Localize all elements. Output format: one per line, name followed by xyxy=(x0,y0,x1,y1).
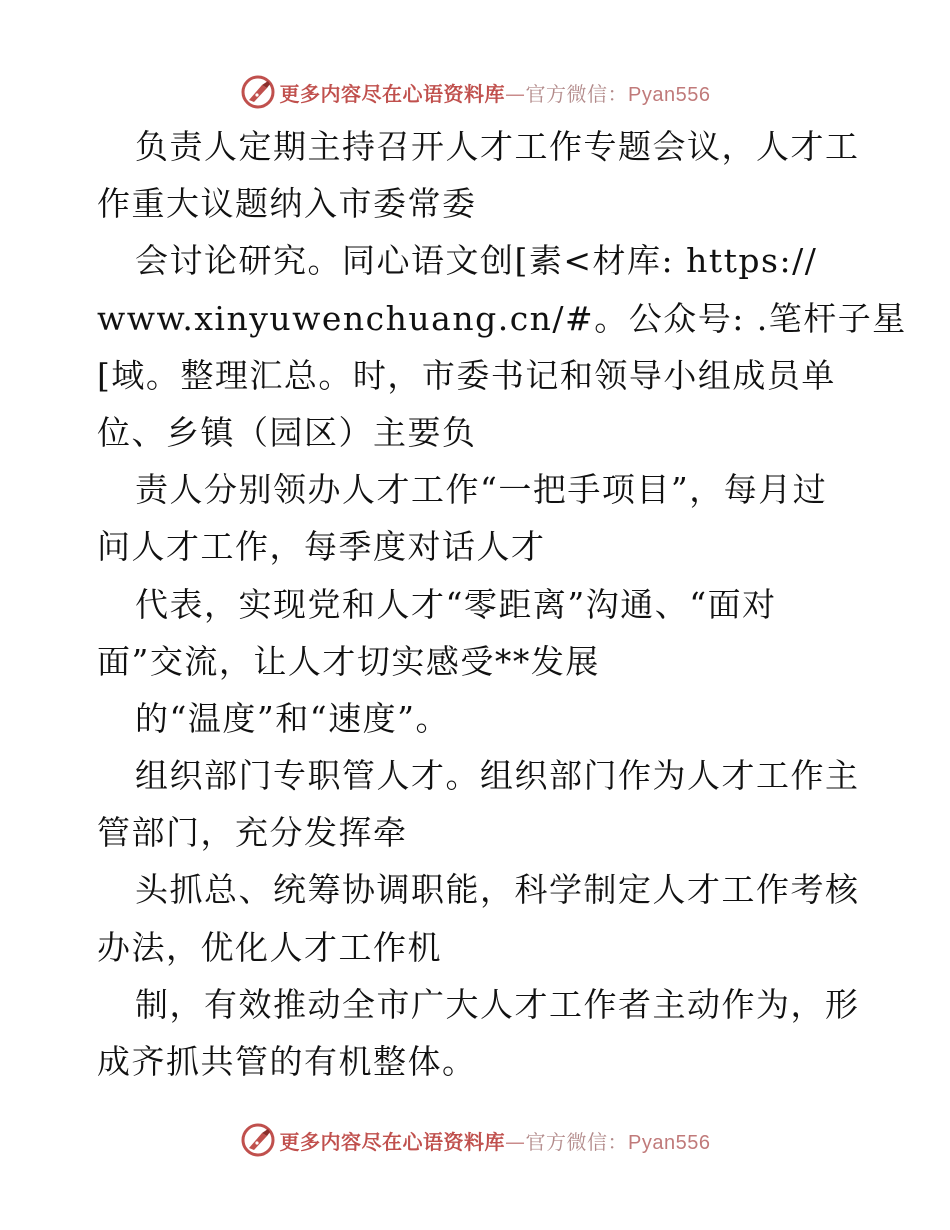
wechat-id: Pyan556 xyxy=(628,83,711,106)
text-line: 负责人定期主持召开人才工作专题会议，人才工 xyxy=(135,127,860,166)
text-line: 位、乡镇（园区）主要负 xyxy=(97,412,477,452)
text-line: 头抓总、统筹协调职能，科学制定人才工作考核 xyxy=(135,870,860,910)
dash: — xyxy=(505,1129,526,1154)
pen-nib-logo-icon xyxy=(240,1122,276,1158)
text-line: 办法，优化人才工作机 xyxy=(97,927,442,967)
text-line: www.xinyuwenchuang.cn/#。公众号: .笔杆子星 xyxy=(97,298,907,338)
text-line: 的“温度”和“速度”。 xyxy=(135,698,450,738)
text-line: 代表，实现党和人才“零距离”沟通、“面对 xyxy=(135,584,777,624)
document-body xyxy=(97,118,907,1090)
watermark-text xyxy=(280,78,711,107)
wechat-id: Pyan556 xyxy=(628,1131,711,1154)
text-line: 责人分别领办人才工作“一把手项目”，每月过 xyxy=(135,470,828,510)
wechat-label: 官方微信： xyxy=(525,1129,629,1154)
dash: — xyxy=(505,81,526,106)
brand-text: 更多内容尽在心语资料库 xyxy=(279,1129,506,1154)
text-line: 作重大议题纳入市委常委 xyxy=(97,184,477,224)
text-line: 管部门，充分发挥牵 xyxy=(97,813,408,853)
header-watermark xyxy=(0,70,950,114)
watermark-text xyxy=(280,1126,711,1155)
text-line: 面”交流，让人才切实感受**发展 xyxy=(97,641,600,681)
text-line: 成齐抓共管的有机整体。 xyxy=(97,1042,477,1081)
pen-nib-logo-icon xyxy=(240,74,276,110)
text-line: 问人才工作，每季度对话人才 xyxy=(97,527,546,567)
footer-watermark xyxy=(0,1118,950,1162)
text-line: 组织部门专职管人才。组织部门作为人才工作主 xyxy=(135,756,860,796)
brand-text: 更多内容尽在心语资料库 xyxy=(279,81,506,106)
text-line: 制，有效推动全市广大人才工作者主动作为，形 xyxy=(135,984,860,1024)
text-line: 会讨论研究。同心语文创[素<材库: https:// xyxy=(135,241,818,281)
wechat-label: 官方微信： xyxy=(525,81,629,106)
text-line: [域。整理汇总。时，市委书记和领导小组成员单 xyxy=(97,355,836,395)
